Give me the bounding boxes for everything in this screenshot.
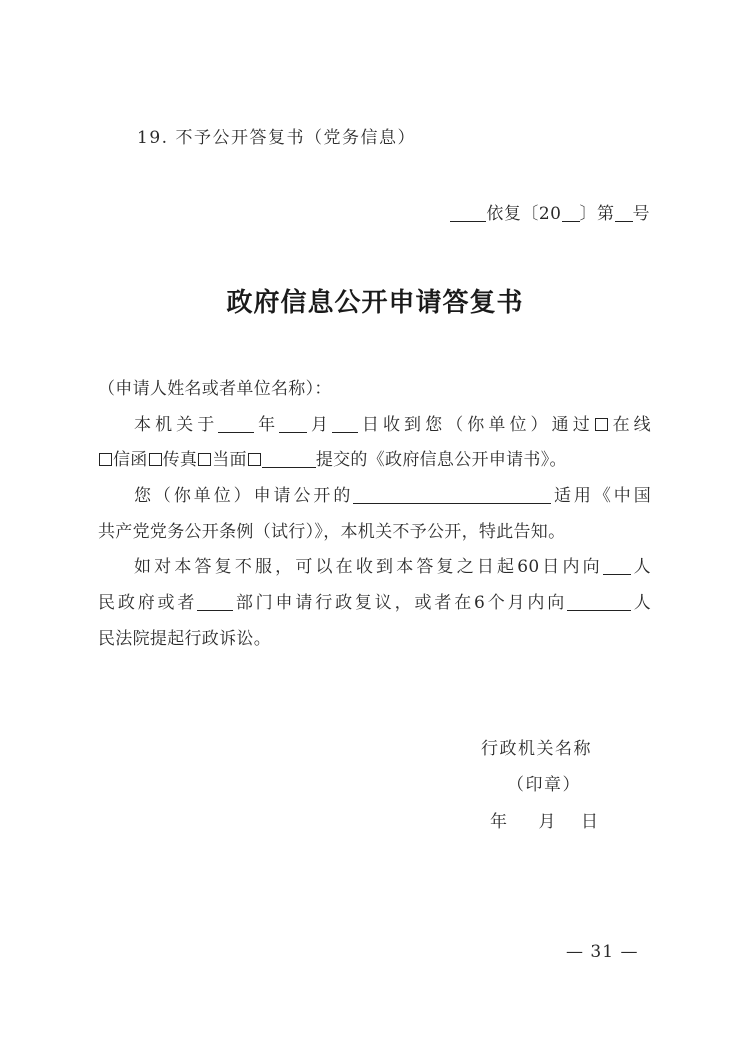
signature-org-name: 行政机关名称	[481, 739, 592, 759]
para3-line2: 民政府或者 部门申请行政复议，或者在6个月内向 人	[98, 593, 651, 614]
blank-receipt-year[interactable]	[218, 414, 254, 433]
para3-line3: 民法院提起行政诉讼。	[98, 628, 271, 649]
blank-receipt-day[interactable]	[332, 414, 358, 433]
blank-court[interactable]	[567, 592, 631, 611]
letter-body	[98, 372, 651, 658]
checkbox-in-person[interactable]	[198, 453, 211, 466]
blank-other-method[interactable]	[262, 449, 316, 468]
para2-line2: 共产党党务公开条例（试行）》，本机关不予公开，特此告知。	[98, 521, 566, 542]
checkbox-other[interactable]	[248, 453, 261, 466]
blank-receipt-month[interactable]	[279, 414, 307, 433]
blank-serial[interactable]	[615, 203, 633, 222]
document-title: 政府信息公开申请答复书	[226, 288, 524, 318]
para1-line1: 本机关于 年 月 日收到您（你单位）通过 在线	[134, 414, 651, 435]
blank-requested-info[interactable]	[353, 485, 551, 504]
section-heading: 19. 不予公开答复书（党务信息）	[137, 128, 416, 148]
page-number: — 31 —	[566, 942, 639, 962]
blank-review-government[interactable]	[603, 556, 631, 575]
checkbox-letter[interactable]	[99, 453, 112, 466]
salutation: （申请人姓名或者单位名称）：	[98, 379, 332, 399]
checkbox-online[interactable]	[595, 418, 608, 431]
blank-review-department[interactable]	[197, 592, 233, 611]
signature-date: 年 月 日	[490, 812, 600, 832]
blank-agency-prefix[interactable]	[450, 203, 486, 222]
document-number: 依复〔20 〕第 号	[450, 199, 650, 224]
signature-seal: （印章）	[507, 775, 581, 795]
blank-year[interactable]	[562, 203, 580, 222]
para2-line1: 您（你单位）申请公开的 适用《中国	[134, 486, 651, 507]
checkbox-fax[interactable]	[149, 453, 162, 466]
para1-line2: 信函 传真 当面 提交的《政府信息公开申请书》。	[98, 443, 651, 479]
para3-line1: 如对本答复不服，可以在收到本答复之日起60日内向 人	[134, 557, 651, 578]
